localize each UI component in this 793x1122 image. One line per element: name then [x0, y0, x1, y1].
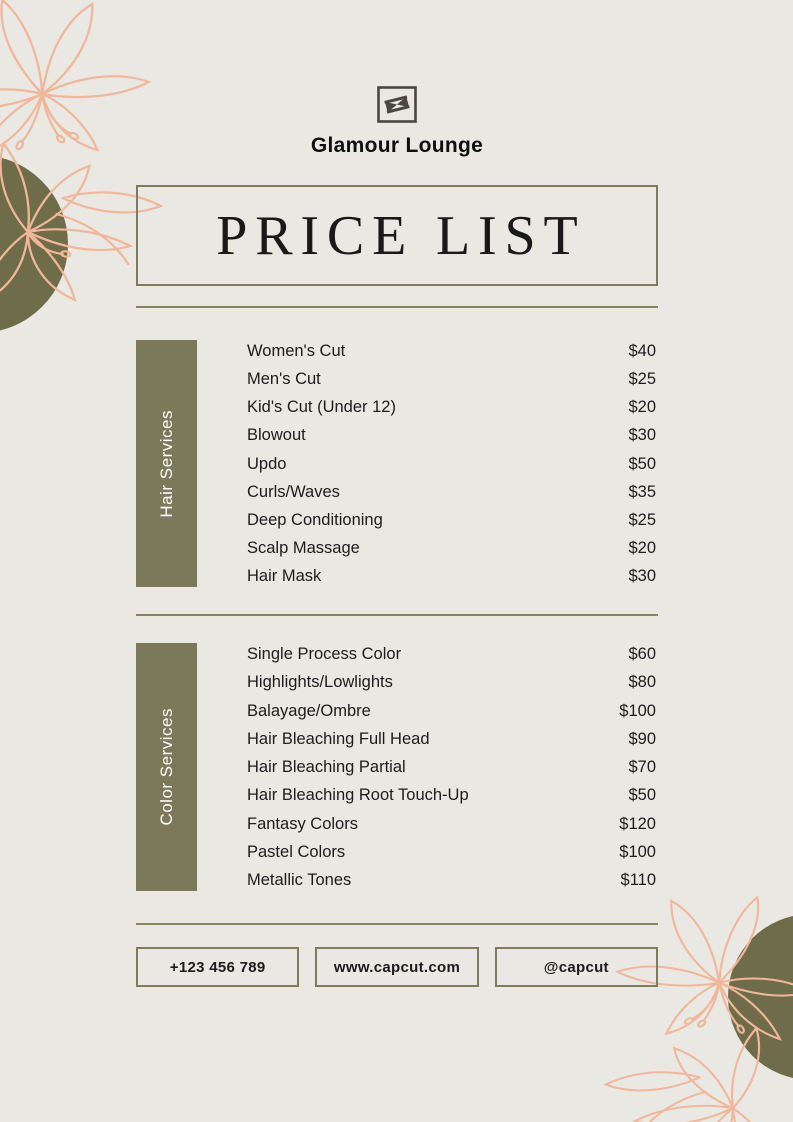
olive-circle-bottom-right [728, 914, 793, 1080]
logo-wrap [136, 86, 658, 123]
service-price: $25 [628, 510, 656, 529]
service-name: Scalp Massage [247, 538, 360, 557]
section-label: Color Services [156, 708, 176, 826]
hair-services-items [197, 340, 658, 587]
table-row [247, 757, 656, 777]
olive-circle-top-left [0, 155, 68, 333]
service-price: $25 [628, 370, 656, 389]
section-label: Hair Services [156, 409, 176, 518]
service-price: $90 [628, 729, 656, 748]
service-price: $70 [628, 758, 656, 776]
table-row [247, 870, 656, 890]
service-price: $30 [628, 567, 656, 585]
section-divider [136, 923, 658, 925]
service-name: Hair Bleaching Partial [247, 758, 406, 776]
social-handle-box: @capcut [495, 947, 658, 987]
table-row [247, 454, 656, 474]
table-row [247, 814, 656, 834]
service-name: Kid's Cut (Under 12) [247, 398, 396, 417]
page-title: PRICE LIST [216, 204, 586, 267]
table-row [247, 538, 656, 558]
service-name: Single Process Color [247, 645, 402, 663]
service-name: Balayage/Ombre [247, 701, 371, 720]
hair-services-label-box [136, 340, 197, 587]
table-row [247, 369, 656, 389]
table-row [247, 482, 656, 502]
service-price: $120 [619, 814, 656, 833]
service-name: Curls/Waves [247, 482, 340, 501]
service-name: Deep Conditioning [247, 510, 383, 529]
service-name: Metallic Tones [247, 871, 352, 889]
website-box: www.capcut.com [315, 947, 478, 987]
table-row [247, 842, 656, 862]
service-price: $30 [628, 426, 656, 445]
service-name: Updo [247, 454, 287, 473]
service-price: $50 [628, 786, 656, 805]
service-name: Blowout [247, 426, 306, 445]
section-divider [136, 306, 658, 308]
service-price: $35 [628, 482, 656, 501]
service-price: $100 [619, 842, 656, 861]
table-row [247, 644, 656, 664]
section-hair-services [136, 340, 658, 587]
table-row [247, 566, 656, 586]
service-price: $100 [619, 701, 656, 720]
section-color-services [136, 643, 658, 891]
table-row [247, 785, 656, 805]
service-name: Hair Mask [247, 567, 322, 585]
capcut-logo-icon [377, 86, 417, 123]
service-price: $20 [628, 398, 656, 417]
service-price: $110 [620, 871, 656, 889]
brand-name: Glamour Lounge [310, 134, 484, 157]
service-price: $60 [628, 645, 656, 663]
color-services-label-box [136, 643, 197, 891]
color-services-items [197, 643, 658, 891]
service-name: Highlights/Lowlights [247, 673, 393, 692]
service-name: Pastel Colors [247, 842, 346, 861]
table-row [247, 672, 656, 692]
service-name: Hair Bleaching Root Touch-Up [247, 786, 469, 805]
table-row [247, 425, 656, 445]
service-name: Fantasy Colors [247, 814, 358, 833]
service-price: $20 [628, 538, 656, 557]
table-row [247, 701, 656, 721]
flyer-content [136, 0, 658, 987]
title-box [136, 185, 658, 286]
service-name: Hair Bleaching Full Head [247, 729, 430, 748]
contact-row [136, 947, 658, 987]
service-name: Women's Cut [247, 342, 346, 360]
table-row [247, 341, 656, 361]
service-name: Men's Cut [247, 370, 321, 389]
service-price: $40 [628, 342, 656, 360]
table-row [247, 729, 656, 749]
table-row [247, 510, 656, 530]
table-row [247, 397, 656, 417]
section-divider [136, 614, 658, 616]
service-price: $50 [628, 454, 656, 473]
phone-box: +123 456 789 [136, 947, 299, 987]
service-price: $80 [628, 673, 656, 692]
